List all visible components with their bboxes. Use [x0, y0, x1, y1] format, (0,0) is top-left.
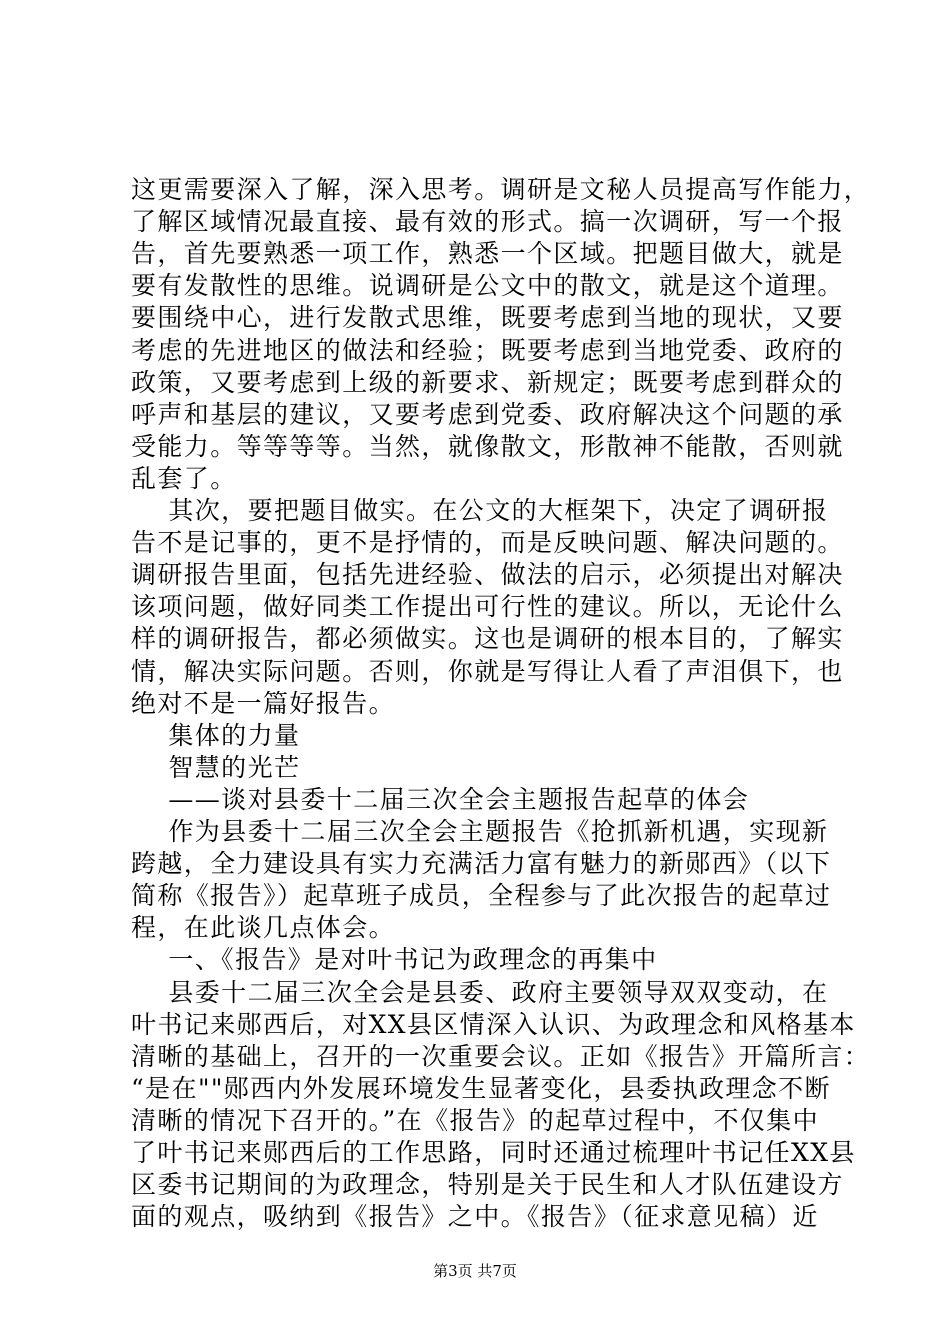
- text-line: 要有发散性的思维。说调研是公文中的散文，就是这个道理。: [131, 271, 844, 301]
- text-line: 简称《报告》）起草班子成员，全程参与了此次报告的起草过: [131, 881, 832, 911]
- text-line: 情，解决实际问题。否则，你就是写得让人看了声泪俱下，也: [131, 656, 844, 686]
- text-line: 清晰的基础上，召开的一次重要会议。正如《报告》开篇所言：: [131, 1041, 871, 1071]
- text-line: ——谈对县委十二届三次全会主题报告起草的体会: [131, 784, 750, 814]
- text-line: 程，在此谈几点体会。: [131, 913, 396, 943]
- text-line: 政策，又要考虑到上级的新要求、新规定；既要考虑到群众的: [131, 367, 844, 397]
- text-line: 呼声和基层的建议，又要考虑到党委、政府解决这个问题的承: [131, 399, 844, 429]
- text-line: 作为县委十二届三次全会主题报告《抢抓新机遇，实现新: [131, 817, 829, 846]
- text-line: 县委十二届三次全会是县委、政府主要领导双双变动，在: [131, 977, 829, 1007]
- text-line: 其次，要把题目做实。在公文的大框架下，决定了调研报: [131, 496, 829, 525]
- text-line: 清晰的情况下召开的。”在《报告》的起草过程中，不仅集中: [131, 1105, 820, 1135]
- text-line: 告，首先要熟悉一项工作，熟悉一个区域。把题目做大，就是: [131, 239, 844, 269]
- text-line: 该项问题，做好同类工作提出可行性的建议。所以，无论什么: [131, 592, 844, 622]
- text-line: 绝对不是一篇好报告。: [131, 688, 396, 718]
- text-line: 考虑的先进地区的做法和经验；既要考虑到当地党委、政府的: [131, 335, 844, 365]
- text-line: 受能力。等等等等。当然，就像散文，形散神不能散，否则就: [131, 431, 844, 461]
- text-line: 区委书记期间的为政理念，特别是关于民生和人才队伍建设方: [131, 1170, 844, 1200]
- text-line: 叶书记来郧西后，对XX县区情深入认识、为政理念和风格基本: [131, 1009, 856, 1039]
- text-line: 集体的力量: [131, 720, 301, 750]
- text-line: 了解区域情况最直接、最有效的形式。搞一次调研，写一个报: [131, 207, 844, 237]
- text-line: 面的观点，吸纳到《报告》之中。《报告》（征求意见稿）近: [131, 1202, 819, 1232]
- text-line: 要围绕中心，进行发散式思维，既要考虑到当地的现状，又要: [131, 303, 844, 333]
- text-line: 智慧的光芒: [131, 752, 301, 782]
- text-line: 一、《报告》是对叶书记为政理念的再集中: [131, 945, 658, 975]
- page-footer: 第3页 共7页: [433, 1262, 517, 1280]
- text-line: “是在""郧西内外发展环境发生显著变化，县委执政理念不断: [131, 1073, 831, 1103]
- text-line: 这更需要深入了解，深入思考。调研是文秘人员提高写作能力，: [131, 175, 871, 204]
- text-line: 了叶书记来郧西后的工作思路，同时还通过梳理叶书记任XX县: [131, 1138, 856, 1167]
- text-line: 告不是记事的，更不是抒情的，而是反映问题、解决问题的。: [131, 528, 844, 558]
- text-line: 调研报告里面，包括先进经验、做法的启示，必须提出对解决: [131, 560, 844, 590]
- text-line: 跨越，全力建设具有实力充满活力富有魅力的新郧西》（以下: [131, 849, 832, 879]
- text-line: 样的调研报告，都必须做实。这也是调研的根本目的，了解实: [131, 624, 844, 654]
- text-line: 乱套了。: [131, 463, 237, 493]
